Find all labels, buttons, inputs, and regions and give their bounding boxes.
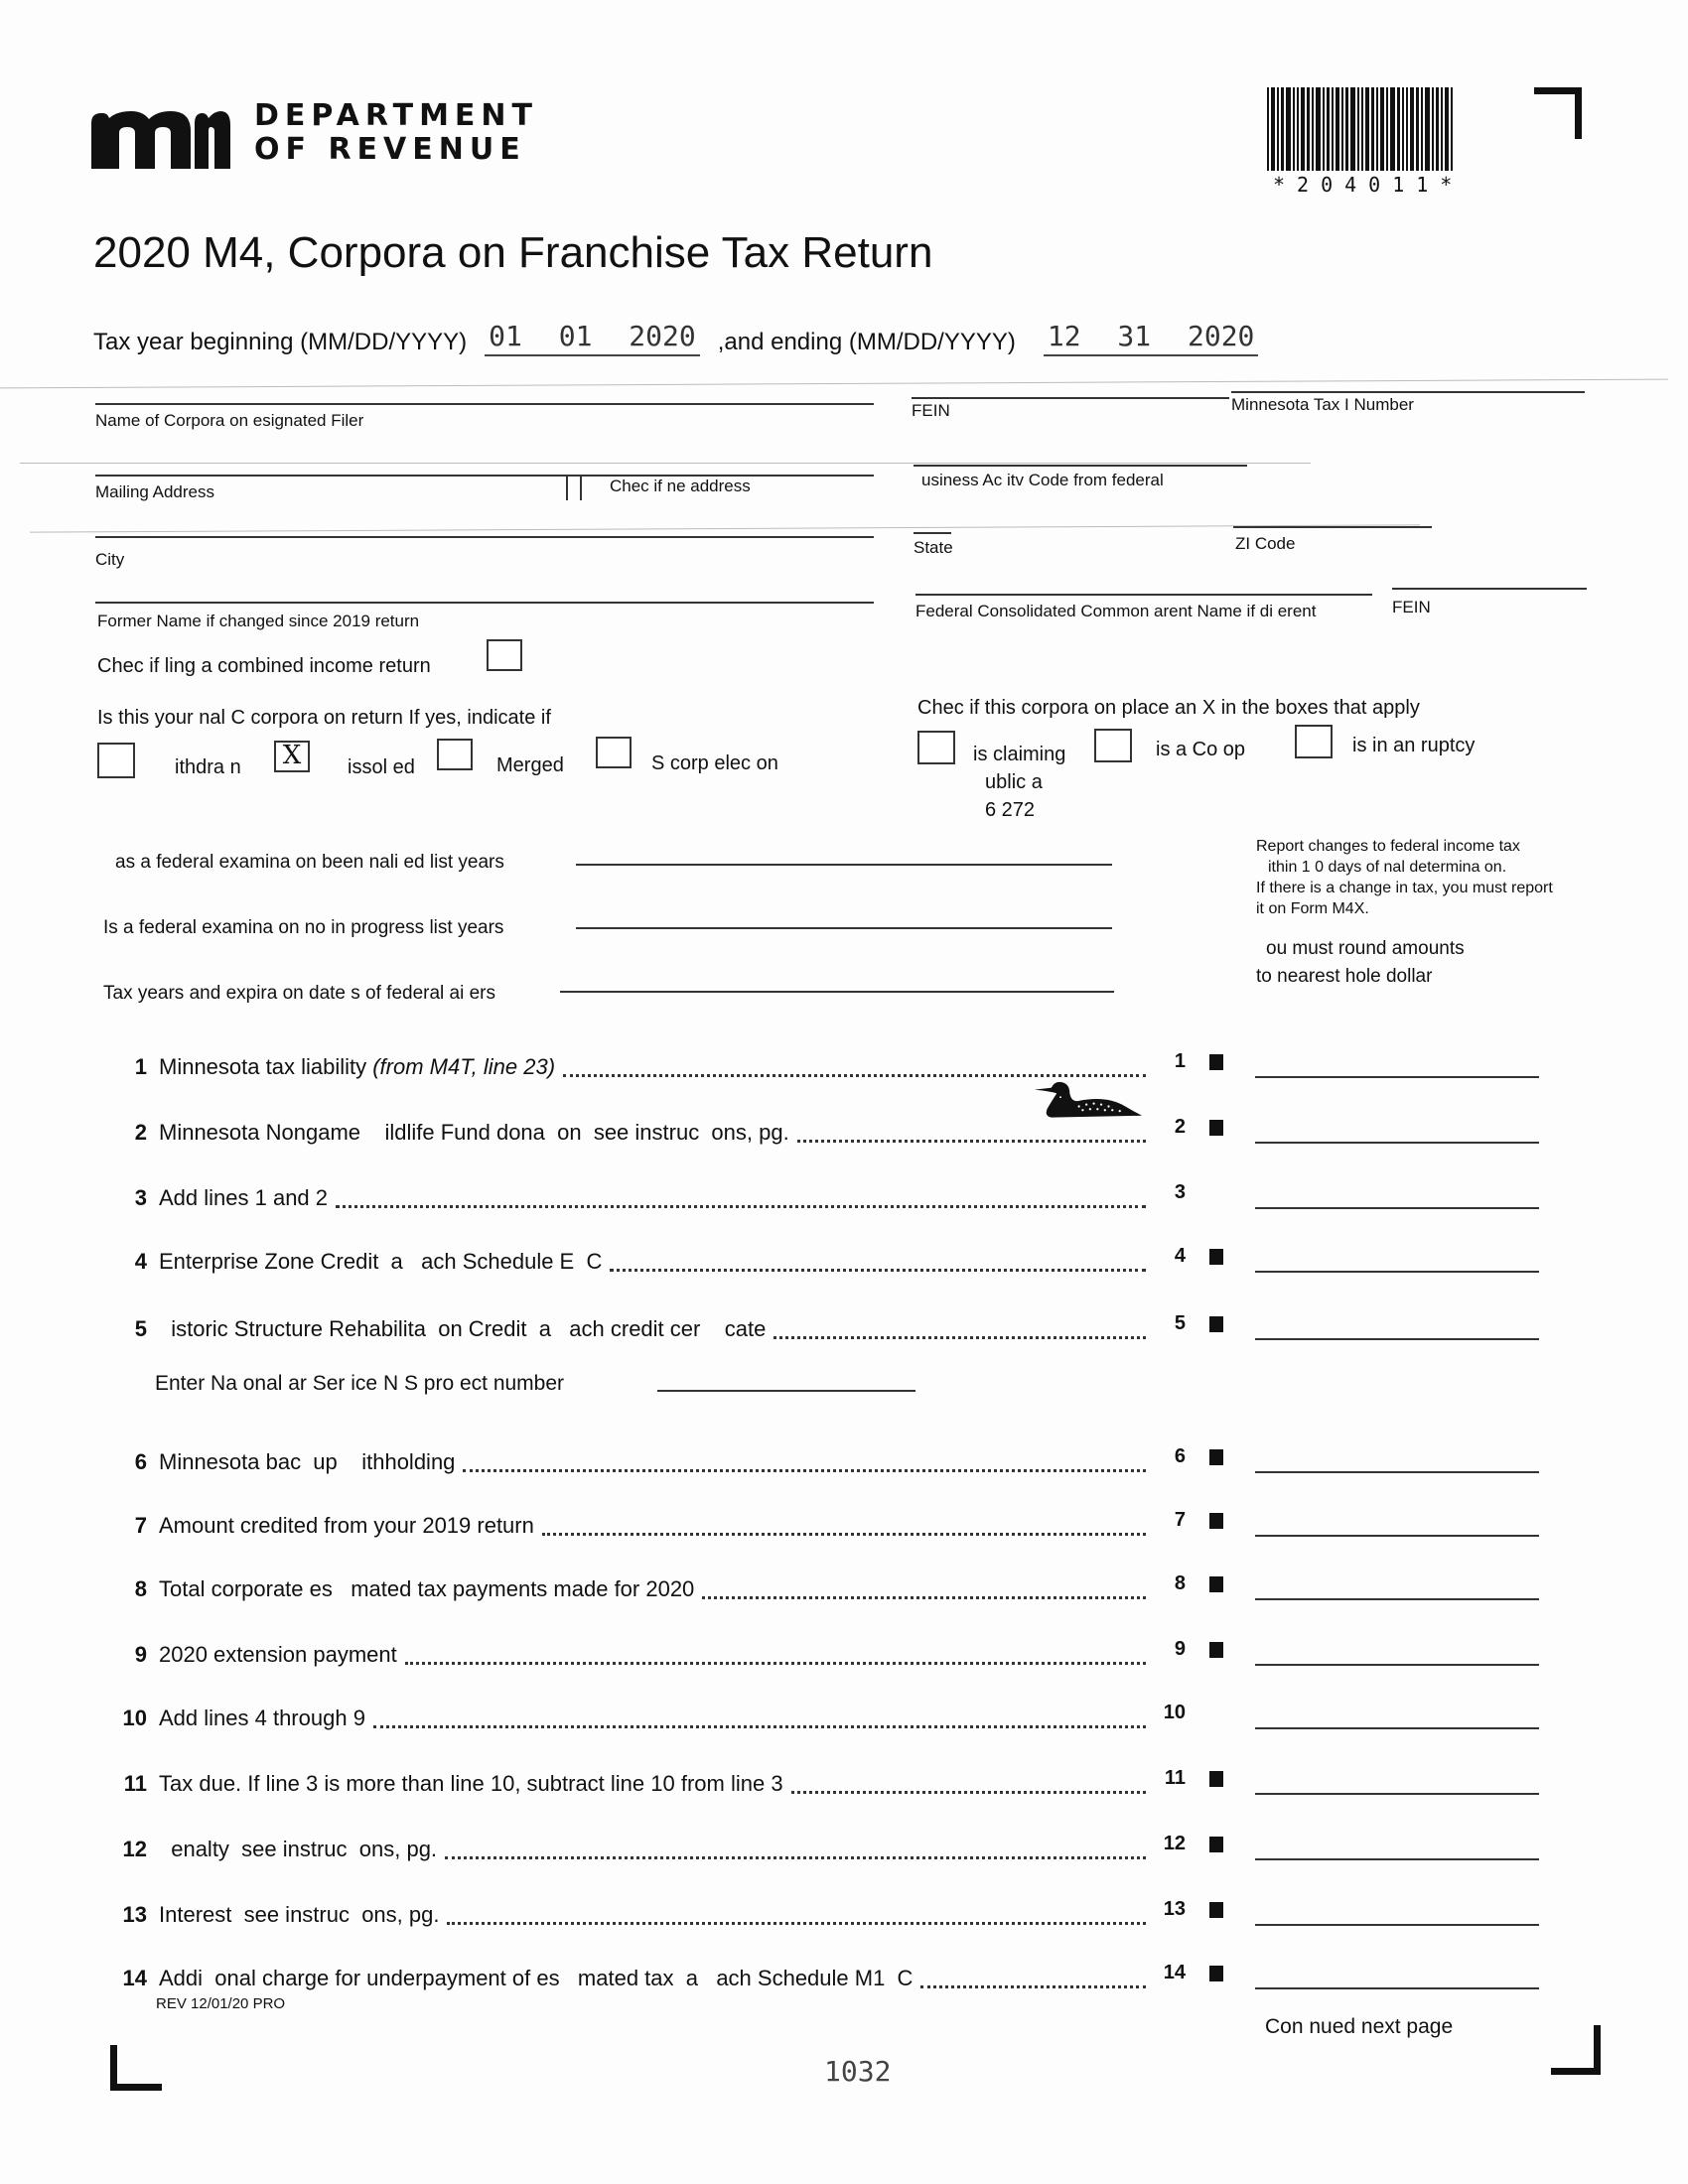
waivers-label: Tax years and expira on date s of federal ai ers: [103, 983, 496, 1004]
tax-year-ending-field[interactable]: 12 31 2020: [1044, 320, 1259, 356]
line-description: [159, 1576, 694, 1602]
city-field[interactable]: [95, 536, 874, 538]
tax-year-ending-label: ,and ending (MM/DD/YYYY): [717, 329, 1016, 355]
s-corp-election-checkbox[interactable]: [596, 737, 632, 768]
form-title: 2020 M4, Corpora on Franchise Tax Return: [93, 228, 933, 277]
barcode-bar: [1365, 87, 1369, 171]
barcode-bar: [1416, 87, 1419, 171]
bankruptcy-label: is in an ruptcy: [1352, 735, 1476, 756]
barcode-bar: [1307, 87, 1310, 171]
barcode-bar: [1361, 87, 1363, 171]
barcode-bar: [1301, 87, 1305, 171]
public-law-checkbox[interactable]: [917, 731, 955, 764]
business-activity-field[interactable]: [914, 465, 1247, 467]
barcode: [1267, 87, 1481, 171]
line-amount-field[interactable]: [1255, 1858, 1539, 1860]
zip-label: ZI Code: [1235, 534, 1296, 553]
state-label: State: [914, 538, 953, 557]
line-number: 1: [134, 1054, 147, 1079]
line-description: [159, 1642, 397, 1668]
line-description: [159, 1513, 534, 1539]
line-text: Amount credited from your 2019 return: [159, 1513, 534, 1538]
new-address-checkbox[interactable]: [566, 475, 582, 500]
mn-tax-id-field[interactable]: [1231, 391, 1585, 393]
line-amount-field[interactable]: [1255, 1271, 1539, 1273]
city-label: City: [95, 550, 125, 569]
line-text: Minnesota bac up ithholding: [159, 1449, 456, 1474]
barcode-bar: [1357, 87, 1359, 171]
required-marker-icon: [1209, 1513, 1223, 1529]
line-ref-number: 9: [1174, 1638, 1186, 1660]
line-number: 7: [134, 1513, 147, 1538]
barcode-bar: [1281, 87, 1284, 171]
dot-leader: [920, 1976, 1146, 1988]
line-description: [159, 1902, 439, 1928]
line-ref-number: 5: [1174, 1312, 1186, 1334]
rounding-line-2: to nearest hole dollar: [1256, 966, 1433, 987]
barcode-bar: [1390, 87, 1395, 171]
tax-line-row: [117, 1833, 1547, 1870]
name-field[interactable]: [95, 403, 874, 405]
barcode-bar: [1316, 87, 1321, 171]
line-description: [159, 1185, 328, 1211]
business-activity-label: usiness Ac itv Code from federal: [921, 471, 1164, 489]
barcode-bar: [1267, 87, 1269, 171]
line-description: [159, 1120, 789, 1146]
corp-check-label: Chec if this corpora on place an X in the boxes that apply: [917, 697, 1420, 719]
barcode-bar: [1271, 87, 1275, 171]
barcode-bar: [1441, 87, 1443, 171]
dissolved-label: issol ed: [348, 756, 415, 778]
barcode-number: *204011*: [1273, 173, 1465, 197]
required-marker-icon: [1209, 1837, 1223, 1852]
public-law-label-2: ublic a: [985, 771, 1043, 793]
tax-line-row: [117, 1572, 1547, 1610]
line-amount-field[interactable]: [1255, 1793, 1539, 1795]
nps-project-label: Enter Na onal ar Ser ice N S pro ect number: [155, 1372, 565, 1395]
public-law-label: [973, 741, 1065, 824]
line-amount-field[interactable]: [1255, 1142, 1539, 1144]
combined-return-label: Chec if ling a combined income return: [97, 655, 431, 677]
revision-code: REV 12/01/20 PRO: [156, 1995, 286, 2012]
new-address-label: Chec if ne address: [610, 477, 751, 495]
state-field[interactable]: [914, 532, 951, 534]
dot-leader: [405, 1652, 1146, 1665]
line-text: Total corporate es mated tax payments made for 2020: [159, 1576, 695, 1601]
barcode-bar: [1312, 87, 1314, 171]
line-ref-number: 7: [1174, 1509, 1186, 1531]
line-number: 6: [134, 1449, 147, 1474]
barcode-bar: [1350, 87, 1355, 171]
required-marker-icon: [1209, 1449, 1223, 1465]
exam-in-progress-field[interactable]: [576, 927, 1112, 929]
merged-label: Merged: [496, 754, 564, 776]
line-ref-number: 13: [1163, 1898, 1186, 1920]
zip-field[interactable]: [1233, 526, 1432, 528]
page-number: 1032: [824, 2055, 892, 2088]
line-amount-field[interactable]: [1255, 1727, 1539, 1729]
dissolved-check-mark: X: [282, 741, 302, 770]
barcode-bar: [1406, 87, 1408, 171]
mn-tax-id-label: Minnesota Tax I Number: [1231, 395, 1414, 414]
required-marker-icon: [1209, 1642, 1223, 1658]
barcode-bar: [1432, 87, 1434, 171]
dissolved-checkbox[interactable]: [274, 741, 310, 772]
tax-year-beginning-field[interactable]: 01 01 2020: [485, 320, 700, 356]
tax-line-row: [117, 1050, 1547, 1088]
tax-line-row: [117, 1962, 1547, 1999]
dot-leader: [445, 1846, 1146, 1859]
note-line-2: ithin 1 0 days of nal determina on.: [1268, 859, 1507, 876]
exam-finalized-field[interactable]: [576, 864, 1112, 866]
barcode-bar: [1286, 87, 1291, 171]
barcode-bar: [1397, 87, 1400, 171]
dot-leader: [542, 1523, 1146, 1536]
exam-in-progress-label: Is a federal examina on no in progress list years: [103, 917, 504, 938]
line-number: 14: [122, 1966, 147, 1990]
line-text: Minnesota tax liability: [159, 1054, 373, 1079]
line-ref-number: 10: [1163, 1702, 1186, 1723]
line-amount-field[interactable]: [1255, 1471, 1539, 1473]
required-marker-icon: [1209, 1054, 1223, 1070]
dot-leader: [373, 1715, 1146, 1728]
barcode-bar: [1323, 87, 1325, 171]
barcode-bar: [1421, 87, 1423, 171]
barcode-bar: [1371, 87, 1374, 171]
line-number: 11: [123, 1771, 147, 1796]
line-ref-number: 12: [1163, 1833, 1186, 1854]
co-op-label: is a Co op: [1156, 739, 1246, 760]
parent-fein-field[interactable]: [1392, 588, 1587, 590]
co-op-checkbox[interactable]: [1094, 729, 1132, 762]
tax-line-row: [117, 1116, 1547, 1154]
line-text: 2020 extension payment: [159, 1642, 397, 1667]
barcode-bar: [1336, 87, 1339, 171]
line-description: [159, 1316, 766, 1342]
line-ref-number: 1: [1174, 1050, 1186, 1072]
dot-leader: [797, 1130, 1146, 1143]
line-number: 8: [134, 1576, 147, 1601]
barcode-bar: [1376, 87, 1378, 171]
name-label: Name of Corpora on esignated Filer: [95, 411, 364, 430]
dot-leader: [774, 1326, 1146, 1339]
required-marker-icon: [1209, 1576, 1223, 1592]
tax-year-row: [93, 320, 1258, 356]
barcode-bar: [1425, 87, 1430, 171]
bankruptcy-checkbox[interactable]: [1295, 725, 1333, 758]
dot-leader: [447, 1912, 1146, 1925]
mn-logo: [91, 109, 230, 169]
corner-mark-bottom-right-h: [1551, 2068, 1601, 2075]
line-amount-field[interactable]: [1255, 1664, 1539, 1666]
barcode-bar: [1445, 87, 1449, 171]
line-number: 9: [134, 1642, 147, 1667]
scan-artifact-line: [20, 463, 1311, 464]
line-ref-number: 4: [1174, 1245, 1186, 1267]
rounding-note: [1256, 935, 1465, 991]
former-name-field[interactable]: [95, 602, 874, 604]
line-ref-number: 2: [1174, 1116, 1186, 1138]
line-number: 10: [122, 1706, 147, 1730]
tax-line-row: [117, 1312, 1547, 1350]
fein-label: FEIN: [912, 401, 950, 420]
line-amount-field[interactable]: [1255, 1338, 1539, 1340]
line-number: 3: [134, 1185, 147, 1210]
required-marker-icon: [1209, 1249, 1223, 1265]
department-name: [254, 99, 538, 167]
tax-line-row: [117, 1898, 1547, 1936]
line-text: Enterprise Zone Credit a ach Schedule E C: [159, 1249, 603, 1274]
withdrawn-checkbox[interactable]: [97, 743, 135, 778]
tax-year-beginning-label: Tax year beginning (MM/DD/YYYY): [93, 329, 468, 355]
rounding-line-1: ou must round amounts: [1266, 938, 1465, 959]
barcode-bar: [1293, 87, 1295, 171]
line-description: [159, 1966, 913, 1991]
report-changes-note: [1256, 836, 1584, 919]
fein-field[interactable]: [912, 397, 1229, 399]
line-text: Addi onal charge for underpayment of es mated tax a ach Schedule M1 C: [159, 1966, 914, 1990]
line-description: [159, 1449, 455, 1475]
barcode-bar: [1386, 87, 1388, 171]
dot-leader: [610, 1259, 1146, 1272]
line-ref-number: 6: [1174, 1445, 1186, 1467]
line-number: 12: [122, 1837, 147, 1861]
former-name-label: Former Name if changed since 2019 return: [97, 612, 420, 630]
dot-leader: [563, 1064, 1146, 1077]
line-number: 5: [134, 1316, 147, 1341]
line-ref-number: 14: [1163, 1962, 1186, 1983]
required-marker-icon: [1209, 1902, 1223, 1918]
mailing-address-field[interactable]: [95, 475, 874, 477]
corner-mark-top-right-v: [1575, 87, 1582, 139]
barcode-bar: [1341, 87, 1343, 171]
line-number: 2: [134, 1120, 147, 1145]
barcode-bar: [1332, 87, 1334, 171]
line-text: Minnesota Nongame ildlife Fund dona on see instruc ons, pg.: [159, 1120, 789, 1145]
line-description: [159, 1771, 783, 1797]
loon-icon: [1033, 1078, 1144, 1120]
s-corp-election-label: S corp elec on: [651, 752, 778, 774]
barcode-bar: [1451, 87, 1453, 171]
line-amount-field[interactable]: [1255, 1924, 1539, 1926]
barcode-bar: [1297, 87, 1299, 171]
line-text: enalty see instruc ons, pg.: [159, 1837, 438, 1861]
continued-next-page: Con nued next page: [1265, 2015, 1454, 2038]
line-text: Add lines 4 through 9: [159, 1706, 365, 1730]
tax-line-row: [117, 1181, 1547, 1219]
line-text: Tax due. If line 3 is more than line 10, subtract line 10 from line 3: [159, 1771, 783, 1796]
line-description: [159, 1706, 365, 1731]
required-marker-icon: [1209, 1771, 1223, 1787]
tax-line-row: [117, 1509, 1547, 1547]
required-marker-icon: [1209, 1966, 1223, 1981]
barcode-bar: [1277, 87, 1279, 171]
tax-line-row: [117, 1638, 1547, 1676]
line-amount-field[interactable]: [1255, 1987, 1539, 1989]
line-amount-field[interactable]: [1255, 1207, 1539, 1209]
public-law-label-3: 6 272: [985, 799, 1036, 821]
waivers-field[interactable]: [560, 991, 1114, 993]
tax-line-row: [117, 1445, 1547, 1483]
barcode-bar: [1380, 87, 1384, 171]
department-line1: DEPARTMENT: [254, 98, 538, 133]
nps-project-field[interactable]: [657, 1390, 915, 1392]
line-text: Add lines 1 and 2: [159, 1185, 329, 1210]
dot-leader: [791, 1781, 1146, 1794]
dot-leader: [702, 1586, 1146, 1599]
parent-name-label: Federal Consolidated Common arent Name if di erent: [915, 602, 1317, 620]
note-line-4: it on Form M4X.: [1256, 900, 1369, 917]
barcode-bar: [1436, 87, 1439, 171]
merged-checkbox[interactable]: [437, 739, 473, 770]
line-number: 13: [122, 1902, 147, 1927]
note-line-1: Report changes to federal income tax: [1256, 838, 1520, 855]
combined-return-checkbox[interactable]: [487, 639, 522, 671]
line-number: 4: [134, 1249, 147, 1274]
tax-line-row: [117, 1767, 1547, 1805]
line-text: Interest see instruc ons, pg.: [159, 1902, 440, 1927]
exam-finalized-label: as a federal examina on been nali ed list years: [115, 852, 504, 873]
line-amount-field[interactable]: [1255, 1535, 1539, 1537]
final-return-label: Is this your nal C corpora on return If yes, indicate if: [97, 707, 551, 729]
barcode-bar: [1410, 87, 1414, 171]
note-line-3: If there is a change in tax, you must report: [1256, 880, 1553, 896]
line-ref-number: 8: [1174, 1572, 1186, 1594]
barcode-bar: [1345, 87, 1348, 171]
line-description: [159, 1837, 437, 1862]
public-law-label-1: is claiming: [973, 744, 1066, 765]
dot-leader: [336, 1195, 1146, 1208]
scan-artifact-line: [30, 524, 1420, 532]
line-ref-number: 3: [1174, 1181, 1186, 1203]
withdrawn-label: ithdra n: [175, 756, 241, 778]
required-marker-icon: [1209, 1120, 1223, 1136]
dot-leader: [463, 1459, 1146, 1472]
line-amount-field[interactable]: [1255, 1598, 1539, 1600]
department-line2: OF REVENUE: [254, 132, 526, 167]
barcode-bar: [1402, 87, 1404, 171]
parent-fein-label: FEIN: [1392, 598, 1431, 616]
scan-artifact-line: [0, 379, 1668, 389]
line-text-italic: (from M4T, line 23): [372, 1054, 556, 1079]
line-ref-number: 11: [1164, 1767, 1186, 1789]
required-marker-icon: [1209, 1316, 1223, 1332]
line-amount-field[interactable]: [1255, 1076, 1539, 1078]
barcode-bar: [1327, 87, 1330, 171]
tax-line-row: [117, 1702, 1547, 1739]
line-description: [159, 1054, 555, 1080]
mailing-address-label: Mailing Address: [95, 482, 215, 501]
line-text: istoric Structure Rehabilita on Credit a ach credit cer cate: [159, 1316, 767, 1341]
line-description: [159, 1249, 602, 1275]
tax-line-row: [117, 1245, 1547, 1283]
corner-mark-bottom-left-h: [110, 2084, 162, 2091]
parent-name-field[interactable]: [915, 594, 1372, 596]
